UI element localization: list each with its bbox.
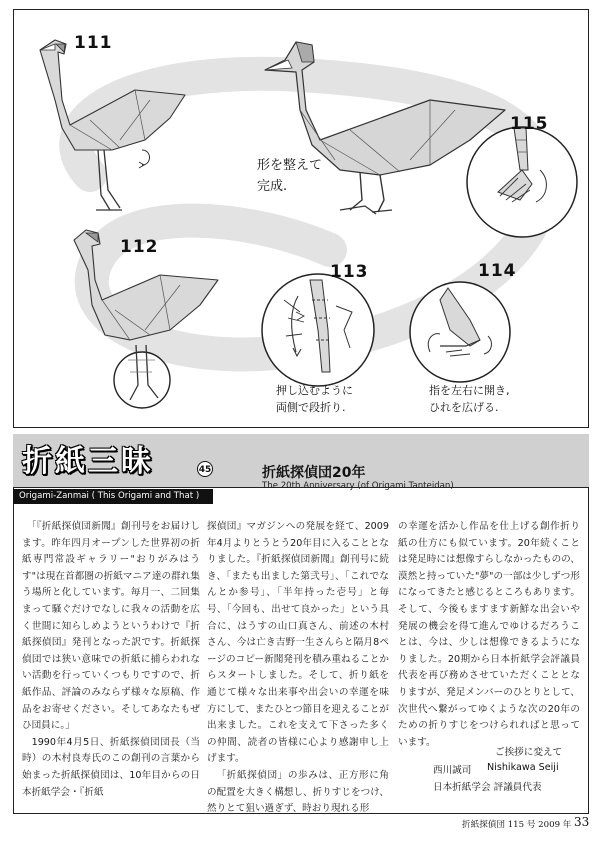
- article-column-3: [398, 519, 580, 748]
- bird-step-111: [40, 40, 185, 210]
- author-role: 日本折紙学会 評議員代表: [433, 782, 542, 793]
- author-name-ja: 西川誠司: [433, 765, 472, 776]
- caption-finish-line-2: 完成.: [257, 179, 288, 194]
- step-number-113: 113: [330, 262, 369, 282]
- episode-badge: 45: [197, 461, 213, 477]
- caption-114-line-1: 指を左右に開き,: [429, 384, 510, 397]
- article-subtitle: The 20th Anniversary (of Origami Tanteidan): [262, 481, 454, 491]
- paragraph: 1990年4月5日、折紙探偵団団長（当時）の木村良寿氏のこの創刊の言葉から始まった折紙探偵団は、10年目からの日本折紙学会・『折紙: [22, 736, 200, 798]
- page-number: 33: [574, 815, 590, 829]
- issue-footer: 折紙探偵団 115 号 2009 年: [462, 820, 572, 830]
- step-number-115: 115: [510, 114, 549, 134]
- column-title: 折紙三昧: [22, 444, 154, 479]
- detail-step-115: [467, 127, 577, 237]
- paragraph: 「折紙探偵団」の歩みは、正方形に角の配置を大きく構想し、折りすじをつけ、然りとて狙い過ぎず、時おり現れる形: [207, 769, 389, 815]
- paragraph: 「『折紙探偵団新聞』創刊号をお届けします。昨年四月オープンした世界初の折紙専門常設ギャラリー"おりがみはうす"は現在首都圏の折紙マニア達の群れ集う場所と化しています。毎月一、二回集まって騒ぐだけでなしに我々の活動を広く世間に知らしめようというわけで『折紙探偵団』発刊となった訳です。折紙探偵団では狭い意味での折紙に捕らわれない活動を行っていくつもりですので、折紙作品、評論のみならず様々な原稿、作品をお寄せください。そしてあなたもぜひ団員に。」: [22, 521, 200, 732]
- author-name-en: Nishikawa Seiji: [487, 762, 559, 773]
- article-column-2: [207, 519, 389, 815]
- step-number-112: 112: [120, 237, 159, 257]
- caption-114-line-2: ひれを広げる.: [429, 401, 499, 414]
- caption-finish: [257, 155, 322, 197]
- detail-step-114: [410, 282, 510, 382]
- column-subtitle: Origami-Zanmai ( This Origami and That ): [13, 489, 213, 504]
- caption-step-113: [276, 382, 353, 416]
- caption-finish-line-1: 形を整えて: [257, 158, 323, 173]
- step-number-114: 114: [478, 261, 517, 281]
- article-title: 折紙探偵団20年: [262, 465, 366, 481]
- caption-113-line-1: 押し込むように: [276, 384, 353, 397]
- step-number-111: 111: [74, 33, 113, 53]
- article-column-1: [22, 519, 200, 815]
- greeting: ご挨拶に変えて: [495, 747, 563, 758]
- paragraph: 探偵団』マガジンへの発展を経て、2009年4月よりとうとう20年目に入ることとなりました。『折紙探偵団新聞』創刊号に続き、「またも出ました第弐号」、「これでなんとか参号」、「半年持った壱号」と毎号、「今回も、出せて良かった」という具合に、はうすの山口真さん、前述の木村さん、今は亡き吉野一生さんらと隔月8ページのコピー新聞発刊を積み重ねることからスタートしました。そして、折り紙を通じて様々な出来事や出会いの幸運を味方にして、またひとつ節目を迎えることが出来ました。これを支えて下さった多くの仲間、読者の皆様に心より感謝申し上げます。: [207, 521, 389, 765]
- paragraph: の幸運を活かし作品を仕上げる創作折り紙の仕方にも似ています。20年続くことは発足時には想像すらしなかったものの、漠然と持っていた"夢"の一部は少しずつ形になってきたと感じるところもあります。そして、今後もますます新鮮な出会いや発展の機会を得て進んでゆけるだろうことは、今は、少しは想像できるようになりました。20期から日本折紙学会評議員代表を再び務めさせていただくこととなりますが、発足メンバーのひとりとして、次世代へ繋がってゆくような次の20年のための折りすじをつけられればと思っています。: [398, 521, 580, 748]
- caption-113-line-2: 両側で段折り.: [276, 401, 346, 414]
- caption-step-114: [429, 382, 510, 416]
- detail-step-113: [262, 274, 374, 386]
